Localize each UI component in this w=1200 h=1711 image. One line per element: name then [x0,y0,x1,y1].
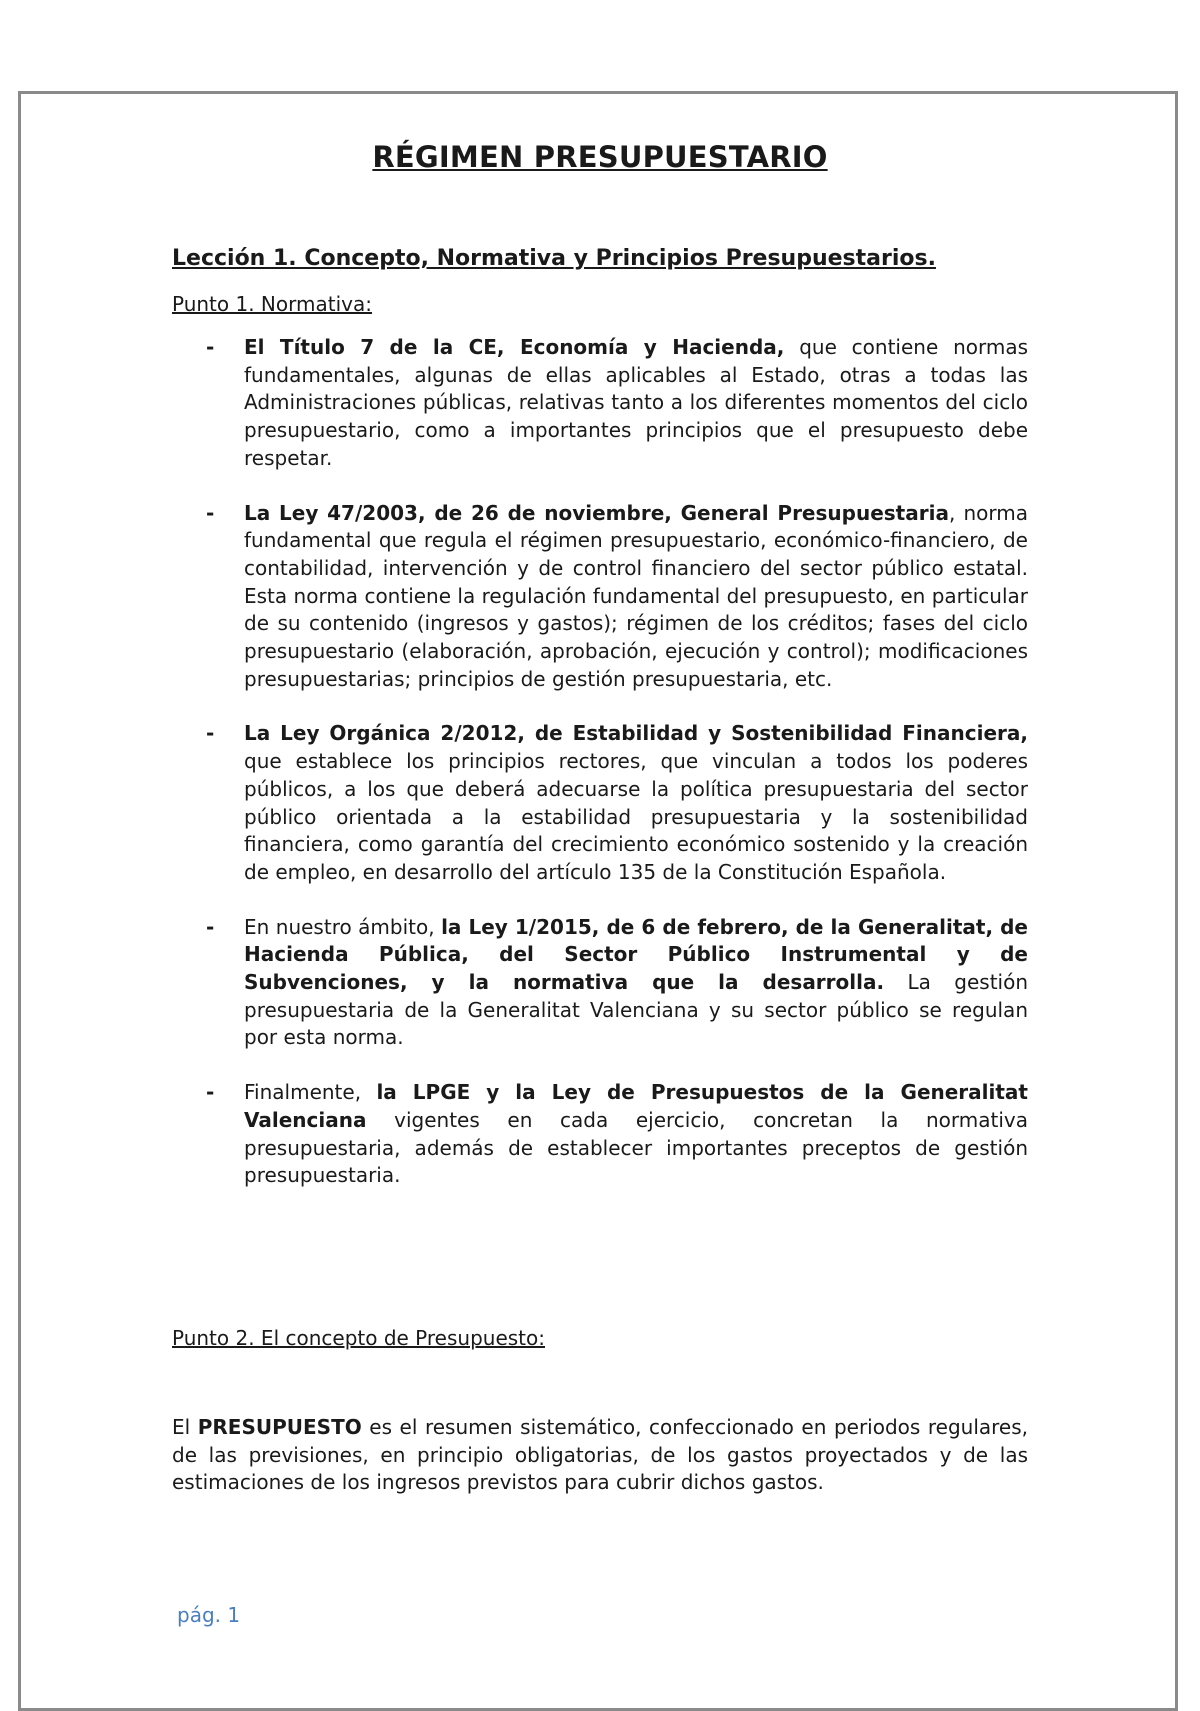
bullet-dash: - [206,914,215,939]
point2-heading: Punto 2. El concepto de Presupuesto: [172,1326,545,1350]
bullet-bold: la LPGE y la Ley de Presupuestos de la Generalitat Valenciana [244,1080,1028,1132]
list-item [172,720,1028,886]
point1-heading: Punto 1. Normativa: [172,292,372,316]
bullet-text: que contiene normas fundamentales, algunas de ellas aplicables al Estado, otras a todas las Administraciones públicas, relativas tanto a los diferentes momentos del ciclo presupuestario, como a importantes principios que el presupuesto debe respetar. [244,335,1029,470]
definition-bold: PRESUPUESTO [197,1415,362,1439]
bullet-prefix: Finalmente, [244,1080,377,1105]
list-item [172,500,1028,694]
bullet-dash: - [206,500,215,525]
bullet-bold: La Ley 47/2003, de 26 de noviembre, General Presupuestaria [244,500,949,525]
list-item [172,914,1028,1053]
bullet-dash: - [206,335,215,359]
list-item [172,1079,1028,1190]
bullet-bold: El Título 7 de la CE, Economía y Hacienda, [244,335,785,359]
bullet-bold: la Ley 1/2015, de 6 de febrero, de la Generalitat, de Hacienda Pública, del Sector Público Instrumental y de Subvenciones, y la normativa que la desarrolla. [244,914,1028,995]
normativa-list [172,334,1028,1217]
bullet-dash: - [206,721,215,746]
definition-text: es el resumen sistemático, confeccionado en periodos regulares, de las previsiones, en principio obligatorias, de los gastos proyectados y de las estimaciones de los ingresos previstos para cubrir dichos gastos. [172,1415,1028,1495]
document-title: RÉGIMEN PRESUPUESTARIO [372,140,828,174]
bullet-dash: - [206,1080,215,1105]
list-item [172,334,1028,473]
definition-prefix: El [172,1415,198,1439]
page-number: pág. 1 [177,1603,241,1627]
bullet-text: que establece los principios rectores, que vinculan a todos los poderes públicos, a los que deberá adecuarse la política presupuestaria del sector público orientada a la estabilidad presupuestaria y la sostenibilidad financiera, como garantía del crecimiento económico sostenido y la creación de empleo, en desarrollo del artículo 135 de la Constitución Española. [244,749,1028,884]
presupuesto-definition [172,1414,1028,1497]
bullet-prefix: En nuestro ámbito, [244,914,442,939]
bullet-bold: La Ley Orgánica 2/2012, de Estabilidad y Sostenibilidad Financiera, [244,721,1028,746]
bullet-text: La gestión presupuestaria de la Generalitat Valenciana y su sector público se regulan por esta norma. [244,970,1029,1050]
bullet-text: vigentes en cada ejercicio, concretan la normativa presupuestaria, además de establecer importantes preceptos de gestión presupuestaria. [244,1107,1028,1188]
bullet-text: , norma fundamental que regula el régimen presupuestario, económico-financiero, de contabilidad, intervención y de control financiero del sector público estatal. Esta norma contiene la regulación fundamental del presupuesto, en particular de su contenido (ingresos y gastos); régimen de los créditos; fases del ciclo presupuestario (elaboración, aprobación, ejecución y control); modificaciones presupuestarias; principios de gestión presupuestaria, etc. [244,500,1028,691]
document-body [172,140,1029,1495]
lesson-title: Lección 1. Concepto, Normativa y Principios Presupuestarios. [172,246,936,271]
